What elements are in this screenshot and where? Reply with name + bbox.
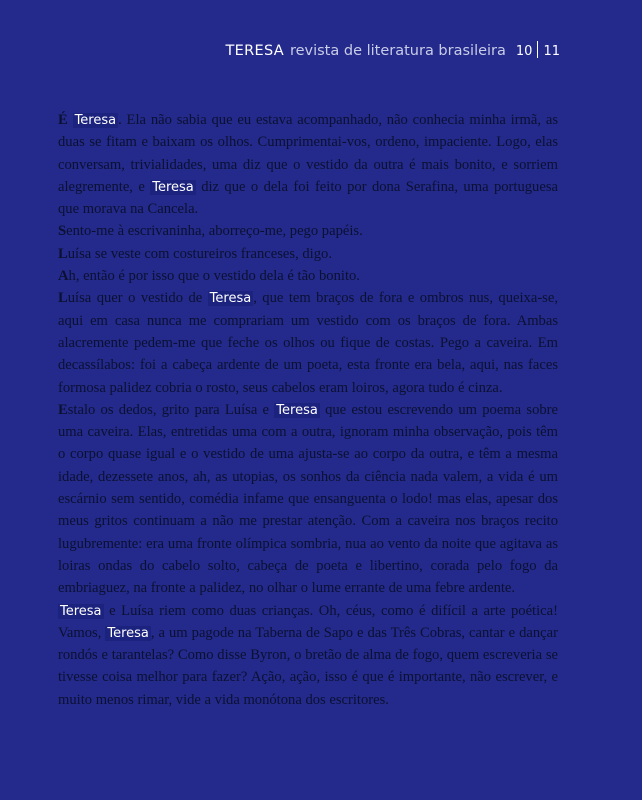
paragraph-text: stalo os dedos, grito para Luísa e bbox=[67, 401, 275, 418]
teresa-tag: Teresa bbox=[107, 625, 149, 641]
paragraph-text: , que tem braços de fora e ombros nus, queixa-se, aqui em casa nunca me comprariam um vestido com os braços de fora. Ambas alacremente pedem-me que feche os olhos ou fique de costas. Pego a caveira. Em decassílabos: foi a cabeça ardente de um poeta, esta fronte era bela, aqui, nas faces formosa palidez cobria o rosto, seus cabelos eram loiros, agora tudo é cinza. bbox=[58, 290, 558, 396]
page-number-right: 11 bbox=[543, 44, 560, 59]
article-paragraph bbox=[58, 399, 558, 600]
paragraph-text: que estou escrevendo um poema sobre uma caveira. Elas, entretidas uma com a outra, ignoram minha observação, pois têm o corpo quase igual e o vestido de uma ajusta-se ao corpo da outra, e têm a mesma idade, dezessete anos, ah, as utopias, os sonhos da ciência nada valem, a vida é um escárnio sem sentido, comédia infame que ensanguenta o lodo! mas elas, apesar dos meus gritos continuam a não me prestar atenção. Com a caveira nos braços recito lugubremente: era uma fronte olímpica sombria, nua ao vento da noite que agitava as loiras ondas do cabelo solto, cabeça de poeta e libertino, corada pelo fogo da embriaguez, na fronte a palidez, no olhar o lume errante de uma febre ardente. bbox=[58, 401, 558, 597]
article-paragraph bbox=[58, 220, 558, 242]
paragraph-initial: A bbox=[58, 268, 69, 285]
article-paragraph bbox=[58, 600, 558, 711]
teresa-tag: Teresa bbox=[276, 402, 318, 418]
page-number-divider bbox=[537, 41, 538, 58]
paragraph-initial: L bbox=[58, 290, 68, 307]
paragraph-initial: É bbox=[58, 112, 68, 128]
page-number-left: 10 bbox=[515, 44, 533, 59]
paragraph-text: h, então é por isso que o vestido dela é tão bonito. bbox=[68, 268, 360, 285]
magazine-brand: TERESA bbox=[225, 43, 284, 59]
paragraph-text: . Ela não sabia que eu estava acompanhado, não conhecia minha irmã, as duas se fitam e baixam os olhos. Cumprimentai-vos, ordeno, impaciente. Logo, elas conversam, trivialidades, uma diz que o vestido da outra é mais bonito, e sorriem alegremente, e bbox=[58, 112, 558, 195]
paragraph-text: uísa se veste com costureiros franceses, digo. bbox=[67, 245, 332, 262]
article-paragraph bbox=[58, 109, 558, 220]
teresa-tag: Teresa bbox=[74, 113, 117, 128]
article-paragraph bbox=[58, 287, 558, 398]
paragraph-initial: S bbox=[58, 223, 67, 240]
article-body bbox=[58, 109, 558, 711]
article-paragraph bbox=[58, 243, 558, 265]
paragraph-initial: L bbox=[58, 245, 68, 262]
teresa-tag: Teresa bbox=[152, 179, 194, 195]
teresa-tag: Teresa bbox=[209, 291, 252, 307]
page-header bbox=[226, 41, 561, 59]
paragraph-text: uísa quer o vestido de bbox=[67, 290, 208, 307]
paragraph-text: ento-me à escrivaninha, aborreço-me, pego papéis. bbox=[66, 223, 363, 240]
paragraph-text: e Luísa riem como duas crianças. Oh, céus, como é difícil a arte poética! Vamos, bbox=[58, 602, 558, 641]
paragraph-text: diz que o dela foi feito por dona Serafina, uma portuguesa que morava na Cancela. bbox=[58, 178, 558, 218]
paragraph-initial: E bbox=[58, 401, 68, 418]
page-numbers bbox=[516, 41, 560, 59]
paragraph-text: , a um pagode na Taberna de Sapo e das Três Cobras, cantar e dançar rondós e tarantelas? Como disse Byron, o bretão de alma de fogo, quem escreveria se tivesse coisa melhor para fazer? Ação, ação, isso é que é importante, não escrever, e muito menos rimar, vide a vida monótona dos escritores. bbox=[58, 624, 558, 708]
teresa-tag: Teresa bbox=[60, 603, 102, 619]
article-paragraph bbox=[58, 265, 558, 287]
magazine-subtitle: revista de literatura brasileira bbox=[289, 43, 506, 59]
